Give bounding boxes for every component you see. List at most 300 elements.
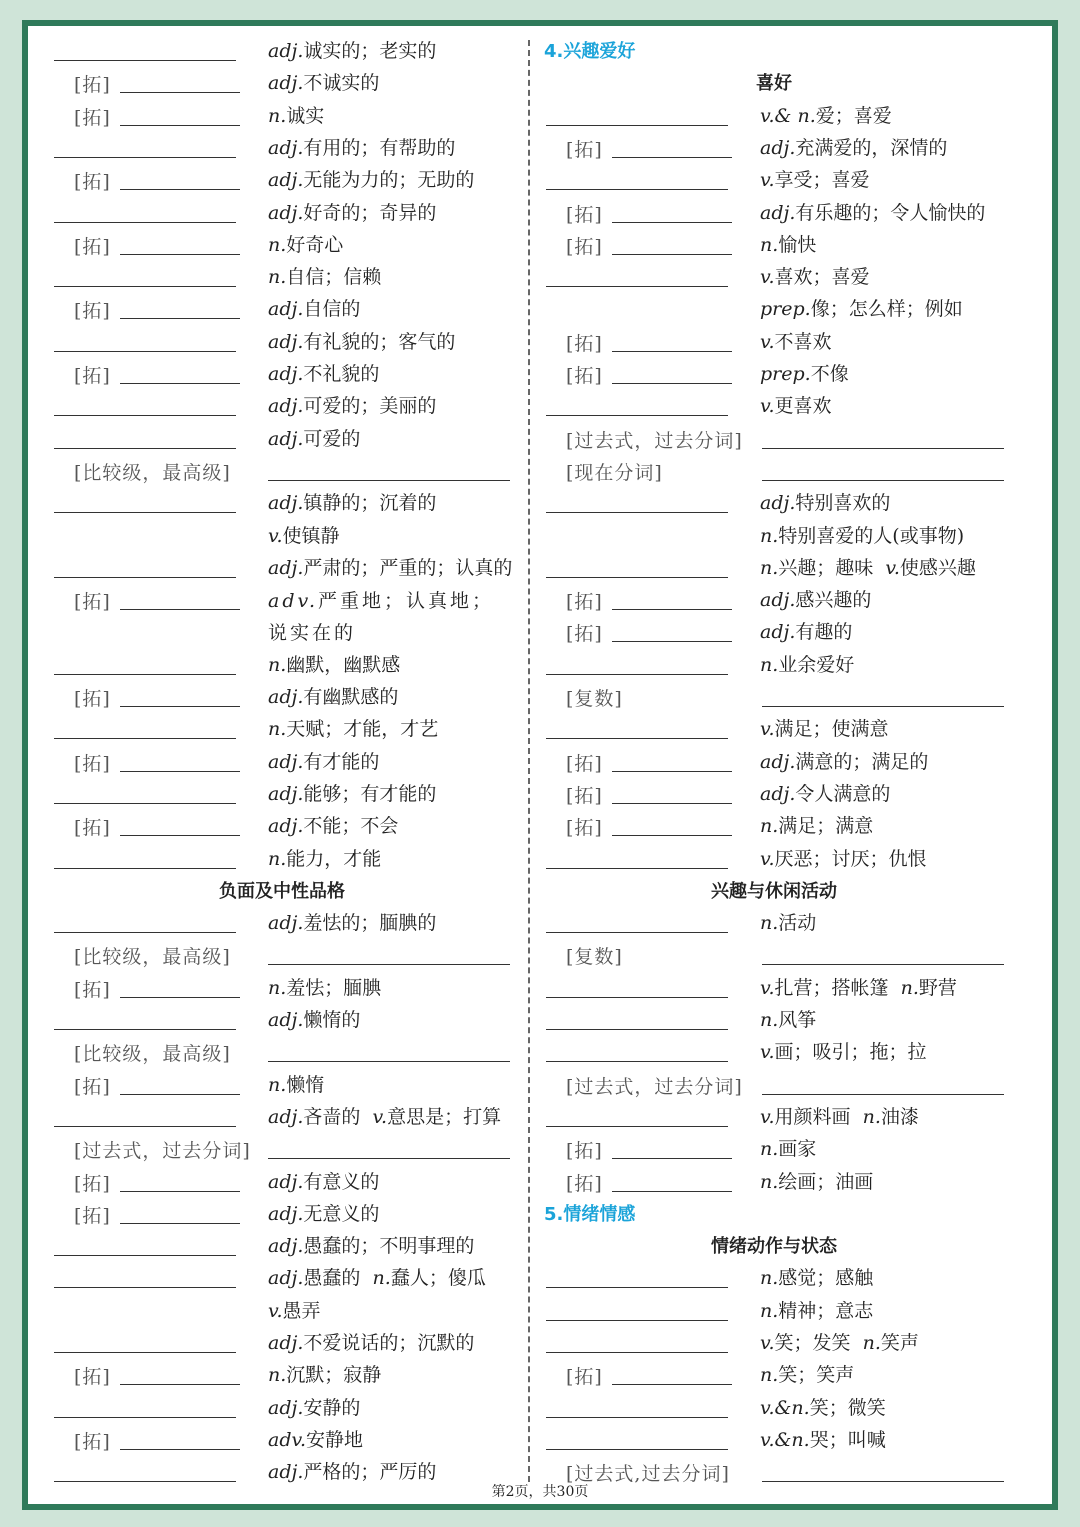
form-tag: [拓] [74,1366,111,1389]
definition-text: 用颜料画 [774,1105,851,1128]
definition [760,617,852,644]
answer-blank[interactable] [546,1449,728,1450]
definition-text: 懒惰 [286,1073,325,1096]
part-of-speech: adj. [268,1170,304,1193]
answer-blank[interactable] [612,157,732,158]
vocab-row [0,99,1080,131]
vocab-row [0,260,1080,292]
definition-text: 可爱的；美丽的 [303,395,437,418]
part-of-speech: prep. [760,298,811,321]
answer-blank[interactable] [546,125,728,126]
definition [760,359,849,386]
vocab-row [0,906,1080,938]
definition-text: 自信；信赖 [286,266,382,289]
part-of-speech: n. [760,233,779,256]
answer-blank[interactable] [120,92,240,93]
part-of-speech: n. [268,266,287,289]
part-of-speech: adj. [268,136,304,159]
answer-blank[interactable] [546,932,728,933]
definition-text: 不能；不会 [303,815,399,838]
definition [268,36,436,63]
definition-text: 愚蠢的；不明事理的 [303,1235,475,1258]
part-of-speech: adj. [760,136,796,159]
definition-text: 有趣的 [795,621,853,644]
part-of-speech: adj. [760,589,796,612]
definition [760,1167,873,1194]
part-of-speech: n. [268,847,287,870]
part-of-speech: adj. [268,1332,304,1354]
definition-text: 好奇心 [286,233,344,256]
definition-text: 有意义的 [303,1170,380,1193]
subheading-emotion-states: 情绪动作与状态 [711,1236,837,1258]
answer-blank[interactable] [762,964,1004,965]
form-tag: [过去式，过去分词] [566,1075,743,1098]
answer-blank[interactable] [762,1481,1004,1482]
subheading-negative-traits: 负面及中性品格 [219,880,345,902]
part-of-speech: adj. [268,556,304,579]
definition-text: 使镇静 [282,524,340,547]
answer-blank[interactable] [546,1126,728,1127]
answer-blank[interactable] [546,512,728,513]
definition-text: 天赋；才能，才艺 [286,718,439,741]
vocab-row [0,519,1080,551]
definition [760,133,947,160]
definition-text: 无意义的 [303,1202,380,1225]
definition-text: 感兴趣的 [795,589,872,612]
form-tag: [过去式，过去分词] [566,429,743,452]
part-of-speech: v. [760,976,775,999]
answer-blank[interactable] [546,189,728,190]
definition [760,294,963,321]
part-of-speech: adj. [268,298,304,321]
part-of-speech: v. [760,1041,775,1064]
definition-text: 画家 [778,1138,817,1161]
part-of-speech: adv. [268,1428,307,1451]
definition-text: 笑；笑声 [778,1364,855,1387]
vocab-row [0,163,1080,195]
part-of-speech: n. [760,1138,779,1161]
form-tag: [拓] [566,203,603,226]
answer-blank[interactable] [612,351,732,352]
definition-text: 懒惰的 [303,1009,361,1031]
definition-text: 画；吸引；拖；拉 [774,1041,927,1064]
definition [760,1134,816,1161]
answer-blank[interactable] [120,1223,240,1224]
part-of-speech: v. [268,524,283,547]
answer-blank[interactable] [546,1029,728,1030]
answer-blank[interactable] [546,868,728,869]
definition-text: 有才能的 [303,750,380,773]
part-of-speech: adj. [268,72,304,95]
vocab-row [0,422,1080,454]
definition [760,553,976,580]
part-of-speech: n. [760,1170,779,1193]
part-of-speech: n. [268,653,287,676]
vocab-row [0,292,1080,324]
form-tag: [现在分词] [566,461,663,484]
answer-blank[interactable] [546,286,728,287]
part-of-speech: v. [760,1105,775,1128]
part-of-speech: v.&n. [760,1428,810,1451]
definition-text: 感觉；感触 [778,1267,874,1290]
part-of-speech: n. [862,1332,881,1354]
definition [760,262,870,289]
definition-text: 羞怯的；腼腆的 [303,912,437,935]
form-tag: [拓] [74,106,111,129]
definition-text: 诚实的；老实的 [303,40,437,62]
definition [760,779,890,806]
definition [760,714,889,741]
form-tag: [拓] [566,1172,603,1195]
definition [760,1296,873,1323]
definition-text: 令人满意的 [795,782,891,805]
part-of-speech: adj. [268,1009,304,1031]
definition-text: 享受；喜爱 [774,169,870,192]
form-tag: [拓] [566,817,603,840]
part-of-speech: v. [760,169,775,192]
form-tag: [拓] [74,235,111,258]
vocab-row [0,34,1080,66]
part-of-speech: n. [760,1299,779,1322]
answer-blank[interactable] [612,609,732,610]
definition-text: 有乐趣的；令人愉快的 [795,201,986,224]
form-tag: [比较级，最高级] [74,461,231,484]
vocab-row [0,583,1080,615]
definition-text: 笑；发笑 [774,1332,851,1354]
part-of-speech: adj. [268,750,304,773]
part-of-speech: v. [760,330,775,353]
definition-text: 意思是；打算 [387,1105,502,1128]
definition-text: 扎营；搭帐篷 [774,976,889,999]
part-of-speech: n. [760,524,779,547]
form-tag: [拓] [566,138,603,161]
definition [760,1263,873,1290]
vocab-row [0,971,1080,1003]
definition [760,391,832,418]
answer-blank[interactable] [546,415,728,416]
part-of-speech: v.& n. [760,104,816,127]
definition-text: 满足；满意 [778,815,874,838]
part-of-speech: n. [372,1267,391,1290]
part-of-speech: adj. [268,395,304,418]
definition [268,1231,474,1258]
part-of-speech: adj. [268,912,304,935]
form-tag: [拓] [566,1140,603,1163]
form-tag: [拓] [566,1366,603,1389]
definition [268,1199,379,1226]
vocab-row [0,551,1080,583]
form-tag: [拓] [566,752,603,775]
form-tag: [拓] [74,1172,111,1195]
form-tag: [拓] [74,1075,111,1098]
answer-blank[interactable] [612,383,732,384]
vocab-row [0,809,1080,841]
definition [760,973,957,1000]
vocab-row [0,1197,1080,1229]
definition-text: 特别喜欢的 [795,492,891,515]
answer-blank[interactable] [762,448,1004,449]
answer-blank[interactable] [546,1352,728,1353]
definition [760,1360,854,1387]
part-of-speech: adj. [268,492,304,515]
part-of-speech: v.&n. [760,1396,810,1419]
part-of-speech: v. [760,1332,775,1354]
form-tag: [过去式,过去分词] [566,1463,730,1486]
vocab-row [0,1326,1080,1358]
answer-blank[interactable] [546,1061,728,1062]
definition-text: 爱；喜爱 [815,104,892,127]
definition [760,1037,927,1064]
form-tag: [拓] [74,817,111,840]
vocab-row [0,1294,1080,1326]
definition-text: 业余爱好 [778,653,855,676]
answer-blank[interactable] [546,577,728,578]
answer-blank[interactable] [612,835,732,836]
part-of-speech: v. [760,847,775,870]
form-tag: [复数] [566,688,623,710]
definition [760,327,832,354]
definition-text: 不像 [810,363,849,385]
definition-text: 愚蠢的 [303,1267,361,1290]
form-tag: [拓] [74,752,111,775]
part-of-speech: adj. [268,1105,304,1128]
definition [760,585,871,612]
definition-text: 喜欢；喜爱 [774,266,870,289]
vocab-row [0,1035,1080,1067]
part-of-speech: adj. [268,1202,304,1225]
vocab-row [0,1003,1080,1035]
section-title-hobbies: 4.兴趣爱好 [544,41,636,62]
definition-text: 不喜欢 [774,330,832,353]
definition-text: 蠢人；傻瓜 [390,1267,486,1290]
form-tag: [比较级，最高级] [74,946,231,969]
definition [760,1102,919,1129]
part-of-speech: adj. [268,815,304,838]
vocab-row [0,1391,1080,1423]
definition-text: 沉默；寂静 [286,1364,382,1387]
form-tag: [拓] [566,623,603,646]
part-of-speech: n. [268,233,287,256]
part-of-speech: n. [760,653,779,676]
section-title-emotions: 5.情绪情感 [544,1203,636,1225]
part-of-speech: adj. [268,1396,304,1419]
form-tag: [过去式，过去分词] [74,1140,251,1163]
definition-text: 吝啬的 [303,1105,361,1128]
part-of-speech: n. [760,1364,779,1387]
definition [268,68,379,95]
vocab-row [0,1423,1080,1455]
answer-blank[interactable] [546,738,728,739]
definition-text: 幽默，幽默感 [286,653,401,676]
definition-text: 满意的；满足的 [795,750,929,773]
definition-text: 特别喜爱的人(或事物) [778,524,965,547]
definition-text: 像；怎么样；例如 [810,298,963,321]
definition-text: 愉快 [778,233,817,256]
definition-text: 好奇的；奇异的 [303,201,437,224]
vocab-row [0,389,1080,421]
form-tag: [拓] [74,688,111,710]
definition-text: 有礼貌的；客气的 [303,330,456,353]
form-tag: [拓] [74,1430,111,1453]
part-of-speech: v. [760,266,775,289]
definition-text: 安静地 [306,1428,364,1451]
form-tag: [拓] [566,784,603,807]
vocab-row [0,1261,1080,1293]
vocab-row [0,712,1080,744]
part-of-speech: adj. [268,363,304,385]
part-of-speech: adj. [760,782,796,805]
answer-blank[interactable] [612,1158,732,1159]
form-tag: [拓] [74,978,111,1001]
definition [760,101,892,128]
part-of-speech: n. [760,912,779,935]
answer-blank[interactable] [546,1320,728,1321]
answer-blank[interactable] [612,1384,732,1385]
definition [760,908,816,935]
vocab-row [0,486,1080,518]
form-tag: [拓] [74,171,111,194]
definition [760,1393,886,1420]
definition-text: 诚实 [286,104,325,127]
definition [760,488,890,515]
answer-blank[interactable] [612,1191,732,1192]
vocab-row [0,745,1080,777]
definition-text: 不爱说话的；沉默的 [303,1332,475,1354]
definition-text: 无能为力的；无助的 [303,169,475,192]
part-of-speech: adv. [268,590,319,613]
definition-text: 哭；叫喊 [809,1428,886,1451]
subheading-likes: 喜好 [756,73,792,95]
definition [760,230,816,257]
definition-text: 可爱的 [303,427,361,450]
part-of-speech: n. [268,1073,287,1096]
vocab-row [0,131,1080,163]
vocab-row [0,1132,1080,1164]
definition-text: 能够；有才能的 [303,782,437,805]
definition-text: 镇静的；沉着的 [303,492,437,515]
answer-blank[interactable] [762,706,1004,707]
part-of-speech: n. [268,1364,287,1387]
definition-text: 笑声 [880,1332,919,1354]
part-of-speech: adj. [268,686,304,708]
answer-blank[interactable] [546,997,728,998]
definition-text: 有幽默感的 [303,686,399,708]
vocab-row [0,615,1080,647]
answer-blank[interactable] [762,480,1004,481]
part-of-speech: v. [885,556,900,579]
vocab-row [0,228,1080,260]
definition-text: 严肃的；严重的；认真的 [303,556,513,579]
definition-text: 严重地；认真地；说实在的 [268,590,495,645]
form-tag: [拓] [74,74,111,97]
definition-text: 油漆 [880,1105,919,1128]
answer-blank[interactable] [612,222,732,223]
answer-blank[interactable] [54,1255,236,1256]
vocab-row [0,1165,1080,1197]
part-of-speech: n. [760,1267,779,1290]
answer-blank[interactable] [546,674,728,675]
part-of-speech: n. [862,1105,881,1128]
vocab-row [0,1358,1080,1390]
definition [760,1328,919,1355]
form-tag: [拓] [566,235,603,258]
part-of-speech: adj. [760,621,796,644]
form-tag: [拓] [566,591,603,614]
definition-text: 羞怯；腼腆 [286,976,382,999]
definition-text: 野营 [918,976,957,999]
vocab-row [0,1100,1080,1132]
definition-text: 更喜欢 [774,395,832,418]
definition-text: 严格的；严厉的 [303,1461,437,1484]
form-tag: [复数] [566,946,623,969]
definition [760,1425,886,1452]
definition-text: 不诚实的 [303,72,380,95]
definition [760,747,928,774]
part-of-speech: adj. [268,40,304,62]
definition-text: 充满爱的，深情的 [795,136,948,159]
part-of-speech: adj. [760,492,796,515]
answer-blank[interactable] [546,1417,728,1418]
form-tag: [拓] [566,332,603,355]
form-tag: [拓] [566,365,603,387]
definition-text: 笑；微笑 [809,1396,886,1419]
form-tag: [拓] [74,365,111,387]
form-tag: [拓] [74,300,111,323]
part-of-speech: adj. [760,750,796,773]
answer-blank[interactable] [612,771,732,772]
page-footer: 第2页，共30页 [491,1484,589,1500]
definition [760,844,927,871]
definition-text: 兴趣；趣味 [778,556,874,579]
part-of-speech: n. [268,976,287,999]
part-of-speech: n. [760,1009,779,1031]
part-of-speech: adj. [760,201,796,224]
part-of-speech: adj. [268,201,304,224]
answer-blank[interactable] [54,60,236,61]
definition [760,198,985,225]
vocab-row [0,777,1080,809]
subheading-leisure: 兴趣与休闲活动 [711,880,837,902]
part-of-speech: n. [760,815,779,838]
part-of-speech: n. [760,556,779,579]
part-of-speech: adj. [268,169,304,192]
definition [760,521,964,548]
definition-text: 绘画；油画 [778,1170,874,1193]
vocab-row [0,842,1080,874]
part-of-speech: v. [372,1105,388,1128]
definition [760,811,873,838]
answer-blank[interactable] [612,254,732,255]
part-of-speech: prep. [760,363,811,385]
answer-blank[interactable] [546,1287,728,1288]
answer-blank[interactable] [612,803,732,804]
form-tag: [比较级，最高级] [74,1043,231,1066]
vocab-row [0,196,1080,228]
definition-text: 活动 [778,912,817,935]
definition [760,165,870,192]
answer-blank[interactable] [762,1094,1004,1095]
definition-text: 使感兴趣 [899,556,976,579]
part-of-speech: adj. [268,330,304,353]
part-of-speech: v. [268,1299,283,1322]
answer-blank[interactable] [612,641,732,642]
vocab-row [0,1068,1080,1100]
part-of-speech: adj. [268,1461,304,1484]
definition-text: 满足；使满意 [774,718,889,741]
vocab-row [0,357,1080,389]
part-of-speech: v. [760,718,775,741]
part-of-speech: n. [900,976,919,999]
